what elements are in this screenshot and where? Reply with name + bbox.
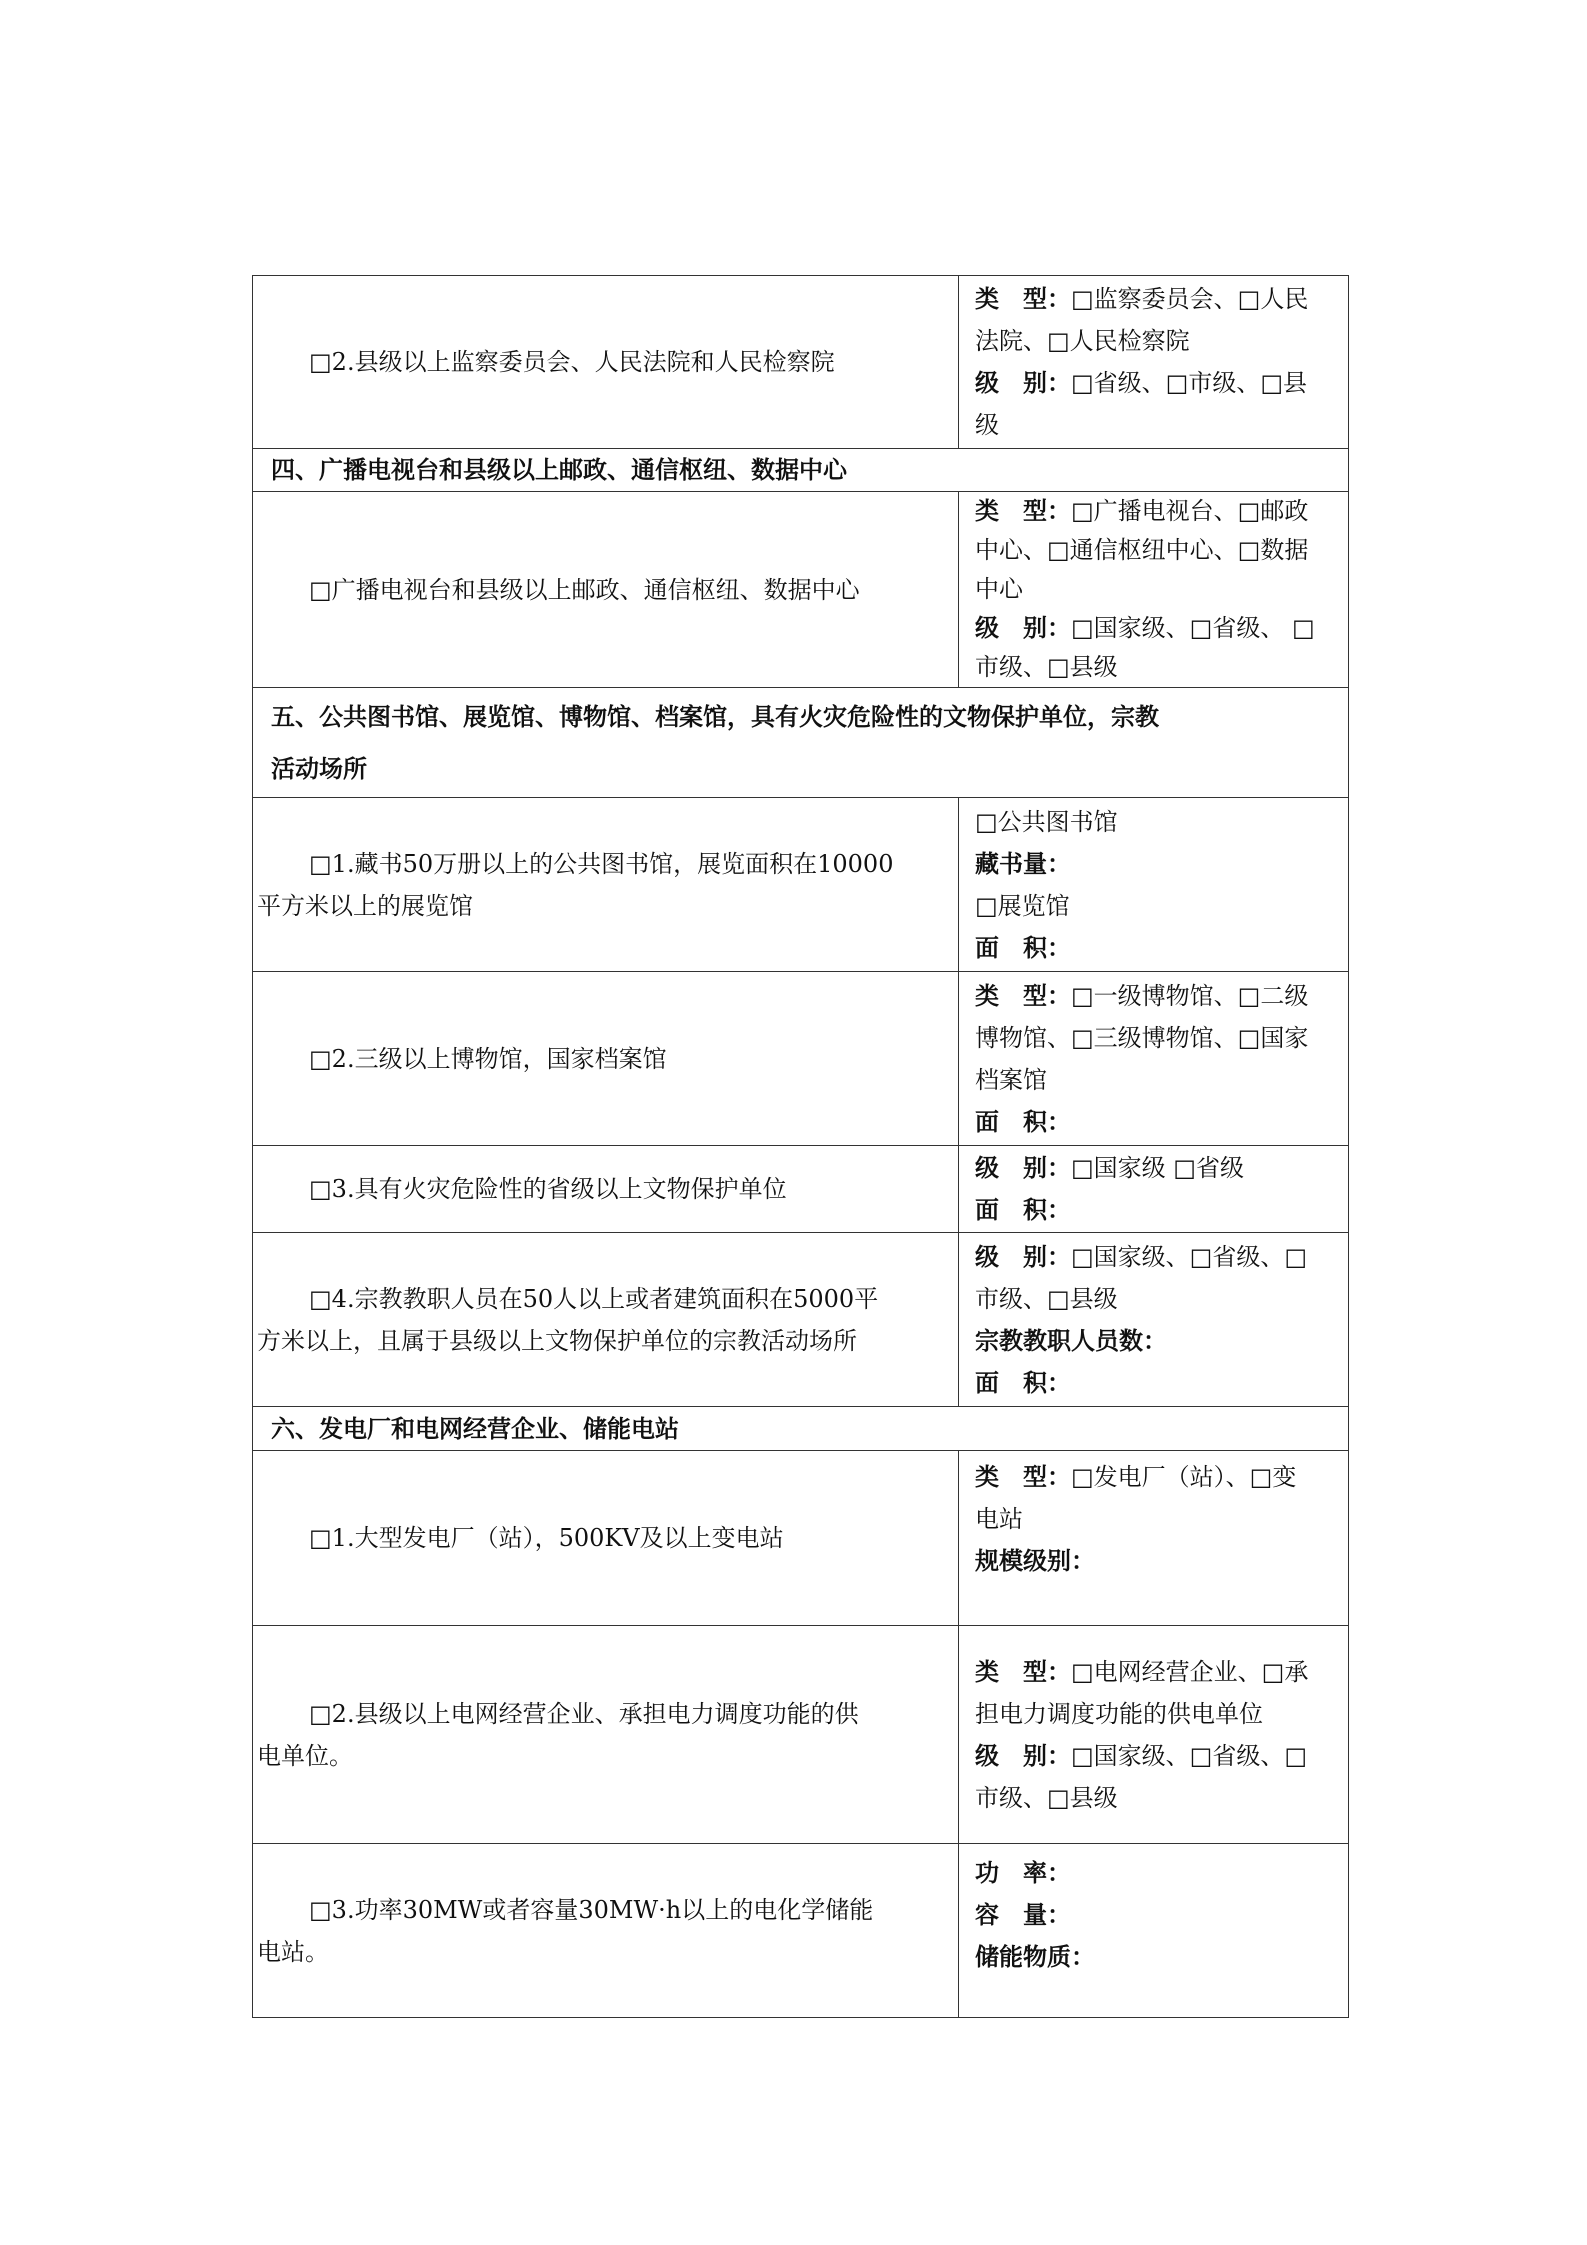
power-label: 功 率： [975, 1859, 1071, 1887]
type-label: 类 型： [975, 1463, 1071, 1491]
level-options[interactable]: □国家级、□省级、 □ [1071, 614, 1315, 642]
section-heading [253, 688, 1349, 798]
capacity-label: 容 量： [975, 1901, 1071, 1929]
item-text: □1.大型发电厂（站），500KV及以上变电站 [309, 1524, 784, 1552]
staff-count-label: 宗教教职人员数： [975, 1326, 1167, 1355]
item-text: □2.三级以上博物馆，国家档案馆 [309, 1044, 667, 1073]
storage-material-label: 储能物质： [975, 1943, 1095, 1971]
type-options[interactable]: □监察委员会、□人民 [1071, 285, 1309, 313]
item-cell [253, 492, 959, 688]
type-options-cont[interactable]: 中心、□通信枢纽中心、□数据 [975, 536, 1309, 564]
section-heading-line2: 活动场所 [271, 754, 367, 783]
item-text-line1: □3.功率30MW或者容量30MW·h以上的电化学储能 [309, 1895, 874, 1924]
item-cell [253, 1844, 959, 2018]
type-options[interactable]: □电网经营企业、□承 [1071, 1657, 1309, 1686]
type-label: 类 型： [975, 981, 1071, 1010]
item-text-line2: 电站。 [257, 1937, 329, 1966]
item-text-line2: 平方米以上的展览馆 [257, 891, 473, 920]
level-options-cont[interactable]: 市级、□县级 [975, 1783, 1118, 1812]
table-row [253, 1146, 1349, 1233]
section-row [253, 688, 1349, 798]
table-row [253, 1626, 1349, 1844]
level-options[interactable]: □国家级、□省级、□ [1071, 1242, 1308, 1271]
item-cell [253, 798, 959, 972]
type-options-cont[interactable]: 博物馆、□三级博物馆、□国家 [975, 1023, 1309, 1052]
type-options-cont2[interactable]: 中心 [975, 575, 1023, 603]
item-text-line1: □1.藏书50万册以上的公共图书馆，展览面积在10000 [309, 849, 894, 878]
table-row [253, 1844, 1349, 2018]
fields-cell [959, 798, 1349, 972]
type-options[interactable]: □广播电视台、□邮政 [1071, 497, 1309, 525]
type-options[interactable]: □发电厂（站）、□变 [1071, 1463, 1297, 1491]
type-options-cont[interactable]: 担电力调度功能的供电单位 [975, 1699, 1263, 1728]
item-cell [253, 276, 959, 449]
table-row [253, 1451, 1349, 1626]
item-text: □3.具有火灾危险性的省级以上文物保护单位 [309, 1175, 787, 1203]
level-label: 级 别： [975, 1741, 1071, 1770]
item-text: □2.县级以上监察委员会、人民法院和人民检察院 [309, 348, 835, 376]
item-text-line1: □2.县级以上电网经营企业、承担电力调度功能的供 [309, 1699, 859, 1728]
fields-cell [959, 1146, 1349, 1233]
level-label: 级 别： [975, 1242, 1071, 1271]
type-label: 类 型： [975, 1657, 1071, 1686]
section-heading-line1: 五、公共图书馆、展览馆、博物馆、档案馆，具有火灾危险性的文物保护单位，宗教 [271, 702, 1159, 731]
level-options[interactable]: □省级、□市级、□县 [1071, 369, 1308, 397]
table-row [253, 972, 1349, 1146]
level-options-cont[interactable]: 级 [975, 411, 999, 439]
item-text-line2: 电单位。 [257, 1741, 353, 1770]
library-checkbox[interactable]: □公共图书馆 [975, 807, 1118, 836]
fields-cell [959, 1626, 1349, 1844]
table-row [253, 798, 1349, 972]
type-options-cont[interactable]: 法院、□人民检察院 [975, 327, 1190, 355]
level-options[interactable]: □国家级 □省级 [1071, 1154, 1244, 1182]
facility-form-table [252, 275, 1349, 2018]
type-options-cont[interactable]: 电站 [975, 1505, 1023, 1533]
item-cell [253, 1146, 959, 1233]
scale-label: 规模级别： [975, 1547, 1095, 1575]
fields-cell [959, 1451, 1349, 1626]
item-text-line2: 方米以上，且属于县级以上文物保护单位的宗教活动场所 [257, 1326, 857, 1355]
exhibition-checkbox[interactable]: □展览馆 [975, 891, 1070, 920]
area-label: 面 积： [975, 1196, 1071, 1224]
level-label: 级 别： [975, 614, 1071, 642]
item-cell [253, 1451, 959, 1626]
fields-cell [959, 276, 1349, 449]
level-options-cont[interactable]: 市级、□县级 [975, 653, 1118, 681]
books-label: 藏书量： [975, 849, 1071, 878]
section-heading: 四、广播电视台和县级以上邮政、通信枢纽、数据中心 [253, 449, 1349, 492]
area-label: 面 积： [975, 1368, 1071, 1397]
item-cell [253, 1233, 959, 1407]
fields-cell [959, 972, 1349, 1146]
level-label: 级 别： [975, 369, 1071, 397]
level-options-cont[interactable]: 市级、□县级 [975, 1284, 1118, 1313]
fields-cell [959, 1233, 1349, 1407]
item-cell [253, 1626, 959, 1844]
area-label: 面 积： [975, 933, 1071, 962]
area-label: 面 积： [975, 1107, 1071, 1136]
type-label: 类 型： [975, 285, 1071, 313]
fields-cell [959, 492, 1349, 688]
item-cell [253, 972, 959, 1146]
table-row [253, 492, 1349, 688]
section-row [253, 1407, 1349, 1451]
type-label: 类 型： [975, 497, 1071, 525]
item-text: □广播电视台和县级以上邮政、通信枢纽、数据中心 [309, 575, 860, 604]
fields-cell [959, 1844, 1349, 2018]
section-row [253, 449, 1349, 492]
type-options-cont2[interactable]: 档案馆 [975, 1065, 1047, 1094]
level-label: 级 别： [975, 1154, 1071, 1182]
item-text-line1: □4.宗教教职人员在50人以上或者建筑面积在5000平 [309, 1284, 879, 1313]
table-row [253, 1233, 1349, 1407]
type-options[interactable]: □一级博物馆、□二级 [1071, 981, 1309, 1010]
level-options[interactable]: □国家级、□省级、□ [1071, 1741, 1308, 1770]
section-heading: 六、发电厂和电网经营企业、储能电站 [253, 1407, 1349, 1451]
table-row [253, 276, 1349, 449]
